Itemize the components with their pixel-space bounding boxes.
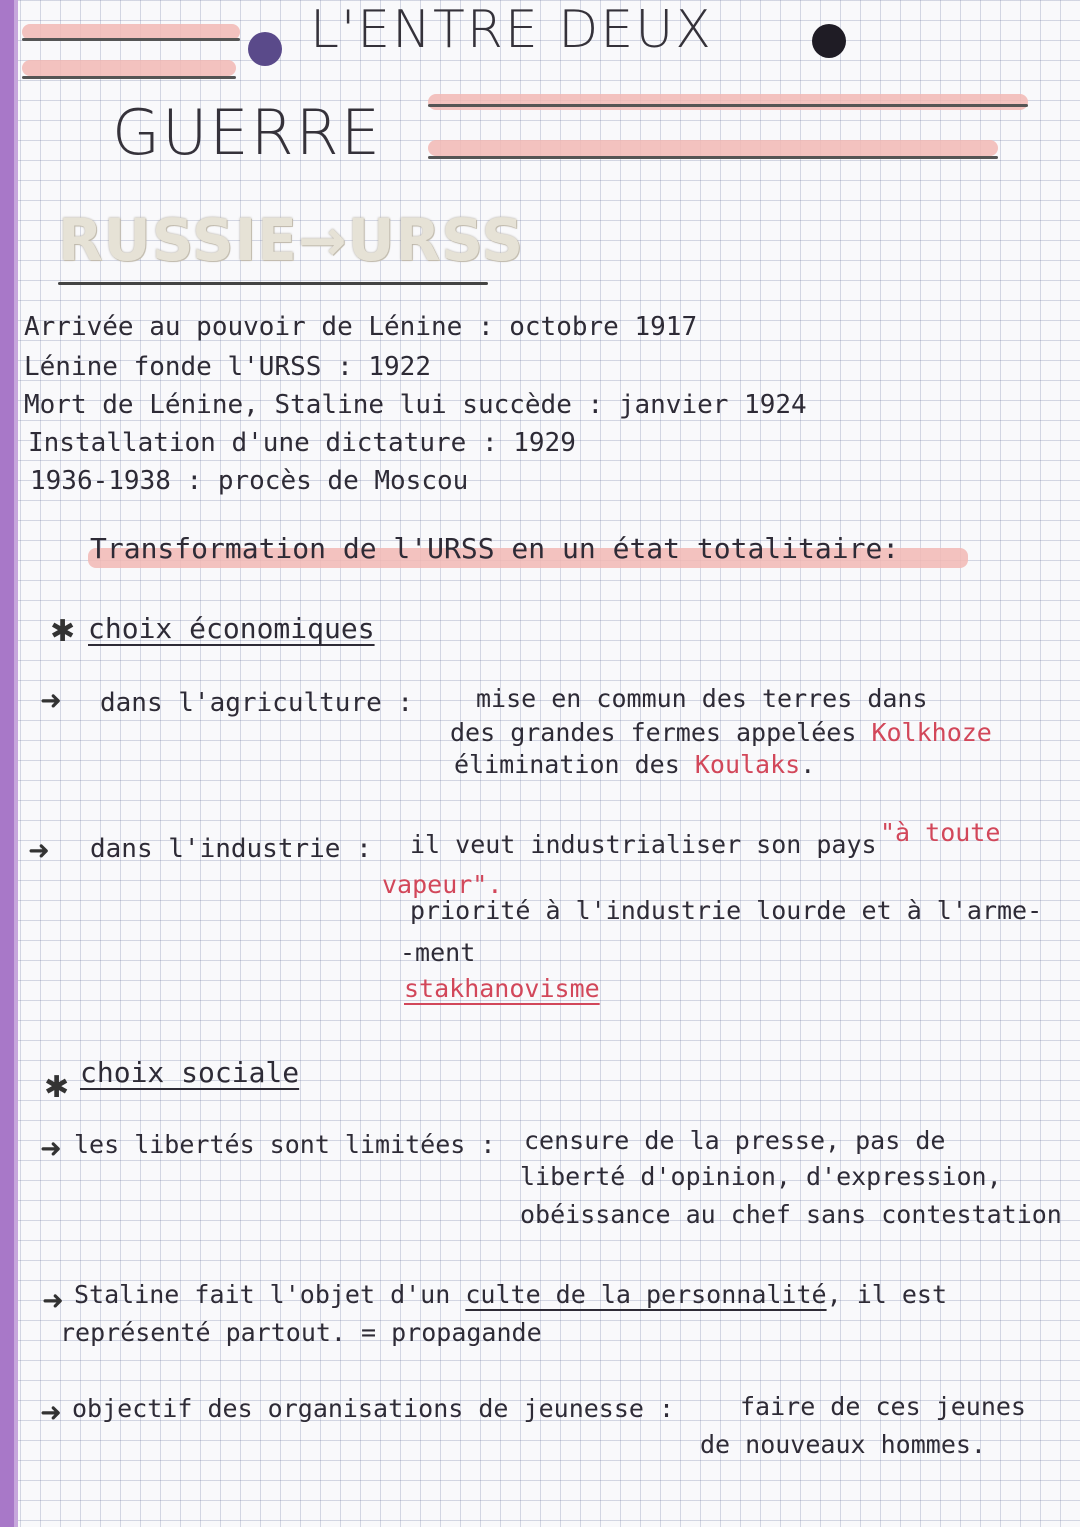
industry-text-3: -ment: [400, 938, 476, 967]
agri-text-3a: élimination des: [454, 750, 680, 779]
agri-text-3b: .: [800, 750, 816, 779]
agri-text-3: [454, 750, 815, 779]
social-b3-b: faire de ces jeunes: [740, 1392, 1026, 1421]
timeline-item-2: Lénine fonde l'URSS : 1922: [24, 352, 431, 382]
timeline-item-3: Mort de Lénine, Staline lui succède : janvier 1924: [24, 390, 807, 420]
social-heading: choix sociale: [80, 1056, 300, 1089]
agri-text-2: [450, 718, 992, 747]
social-b2-c: représenté partout. = propagande: [60, 1318, 542, 1347]
koulaks-term: Koulaks: [694, 750, 801, 779]
asterisk-icon: ✱: [44, 1070, 70, 1105]
social-b3-a: objectif des organisations de jeunesse :: [72, 1394, 675, 1423]
section-heading: Transformation de l'URSS en un état totalitaire:: [90, 532, 900, 565]
page-title-line1: L'ENTRE DEUX: [310, 0, 713, 60]
arrow-icon: ➜: [42, 1286, 64, 1316]
arrow-icon: ➜: [40, 1134, 62, 1164]
subtitle-underline: [58, 282, 488, 285]
title-highlight-2: [22, 60, 236, 76]
title-rule-1: [22, 38, 240, 41]
social-b2-line1: [74, 1280, 947, 1309]
title-rule-3: [428, 104, 1028, 107]
arrow-icon: ➜: [40, 1398, 62, 1428]
industry-quote-b: vapeur".: [382, 870, 503, 899]
timeline-item-1: Arrivée au pouvoir de Lénine : octobre 1917: [24, 312, 698, 342]
economic-heading: choix économiques: [88, 612, 375, 645]
social-b1-c: liberté d'opinion, d'expression,: [520, 1162, 1002, 1191]
industry-text-1: il veut industrialiser son pays: [410, 830, 877, 859]
stakhanovisme-term: stakhanovisme: [404, 974, 600, 1003]
section-subtitle: RUSSIE→URSS: [58, 206, 525, 274]
social-b1-d: obéissance au chef sans contestation: [520, 1200, 1062, 1229]
bullet-dot-right: [812, 24, 846, 58]
social-b1-b: censure de la presse, pas de: [524, 1126, 946, 1155]
industry-quote-a: "à toute: [880, 818, 1001, 847]
agri-text-2a: des grandes fermes appelées: [450, 718, 857, 747]
industry-label: dans l'industrie :: [90, 834, 372, 864]
industry-text-2: priorité à l'industrie lourde et à l'arme-: [410, 896, 1043, 925]
timeline-item-4: Installation d'une dictature : 1929: [28, 428, 576, 458]
kolkhoze-term: Kolkhoze: [871, 718, 992, 747]
social-b2-a: Staline fait l'objet d'un: [74, 1280, 451, 1309]
timeline-item-5: 1936-1938 : procès de Moscou: [30, 466, 469, 496]
arrow-icon: ➜: [40, 686, 62, 716]
notebook-margin: [0, 0, 14, 1527]
title-rule-4: [428, 156, 998, 159]
title-rule-2: [22, 76, 236, 79]
title-highlight-3: [428, 94, 1028, 110]
arrow-icon: ➜: [28, 836, 50, 866]
agri-label: dans l'agriculture :: [100, 688, 414, 718]
asterisk-icon: ✱: [50, 614, 76, 649]
social-b2-b: , il est: [826, 1280, 948, 1309]
bullet-dot-left: [248, 32, 282, 66]
social-b1-a: les libertés sont limitées :: [74, 1130, 496, 1159]
title-highlight-4: [428, 140, 998, 156]
page-title-line2: GUERRE: [112, 96, 382, 169]
notebook-margin-inner: [14, 0, 18, 1527]
social-b3-c: de nouveaux hommes.: [700, 1430, 986, 1459]
agri-text-1: mise en commun des terres dans: [476, 684, 928, 713]
culte-personnalite: culte de la personnalité: [465, 1280, 827, 1309]
